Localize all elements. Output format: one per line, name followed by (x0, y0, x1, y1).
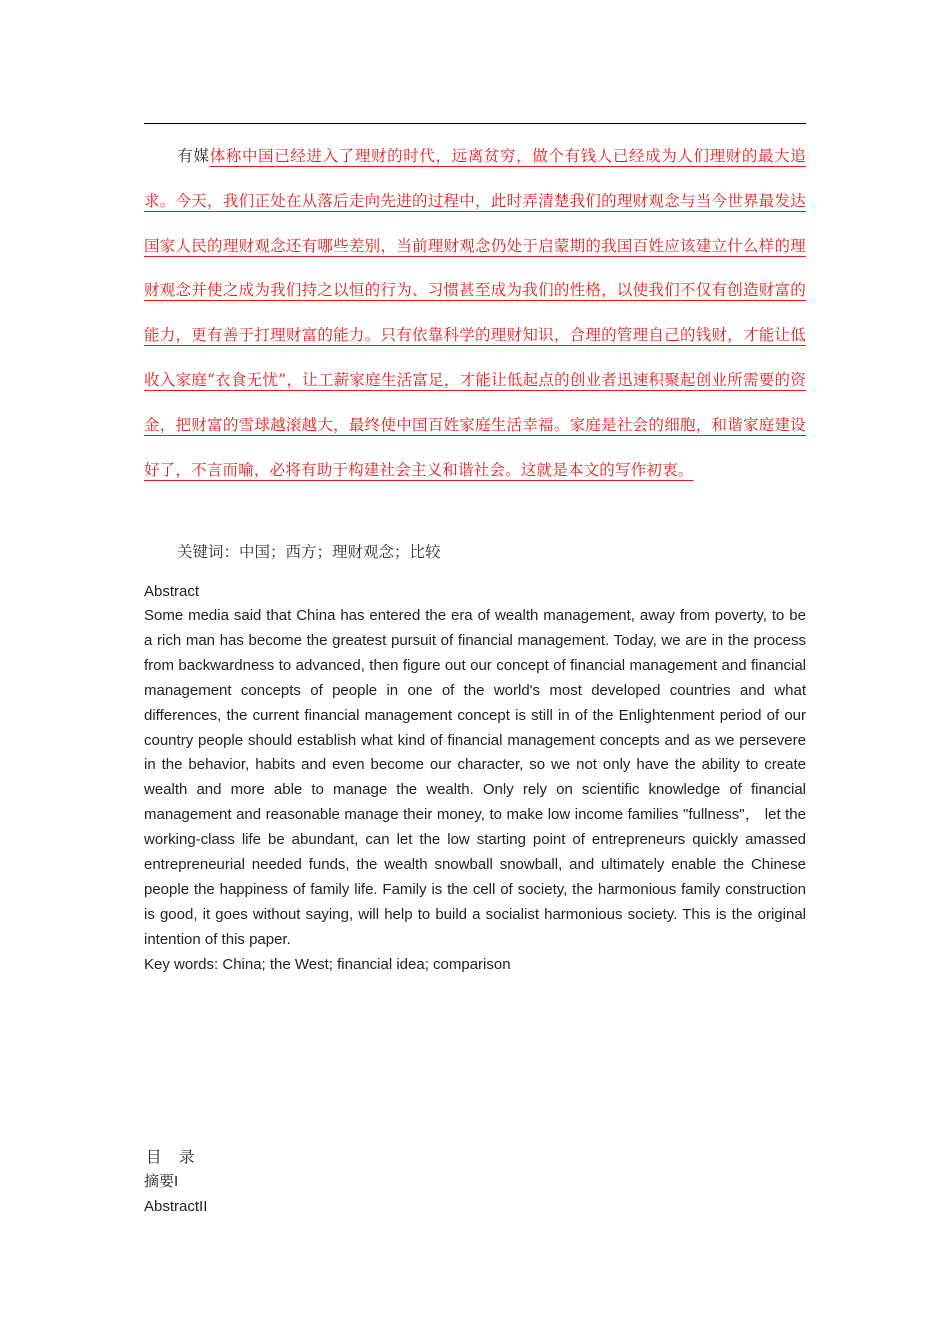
chinese-abstract-body: 体称中国已经进入了理财的时代，远离贫穷，做个有钱人已经成为人们理财的最大追求。今天，我们正处在从落后走向先进的过程中，此时弄清楚我们的理财观念与当今世界最发达国家人民的理财观念还有哪些差别，当前理财观念仍处于启蒙期的我国百姓应该建立什么样的理财观念并使之成为我们持之以恒的行为、习惯甚至成为我们的性格，以使我们不仅有创造财富的能力，更有善于打理财富的能力。只有依靠科学的理财知识，合理的管理自己的钱财，才能让低收入家庭“衣食无忧”，让工薪家庭生活富足，才能让低起点的创业者迅速积聚起创业所需要的资金，把财富的雪球越滚越大，最终使中国百姓家庭生活幸福。家庭是社会的细胞，和谐家庭建设好了，不言而喻，必将有助于构建社会主义和谐社会。这就是本文的写作初衷。 (144, 147, 806, 479)
chinese-keywords: 关键词：中国；西方；理财观念；比较 (177, 543, 441, 561)
toc-item[interactable] (144, 1169, 178, 1194)
chinese-abstract (144, 134, 806, 492)
chinese-abstract-lead: 有媒 (177, 147, 210, 165)
header-rule (144, 123, 806, 124)
toc-item-label: Abstract (144, 1198, 200, 1215)
english-keywords: Key words: China; the West; financial idea; comparison (144, 956, 511, 973)
toc-item-label: 摘要 (144, 1172, 175, 1190)
toc-item[interactable] (144, 1194, 207, 1219)
toc-item-page: I (174, 1173, 179, 1190)
english-abstract-body: Some media said that China has entered the era of wealth management, away from poverty, to be a rich man has become the greatest pursuit of financial management. Today, we are in the process from backwardness to advanced, then figure out our concept of financial management and financial management concepts of people in one of the world's most developed countries and what differences, the current financial management concept is still in of the Enlightenment period of our country people should establish what kind of financial management concepts and as we persevere in the behavior, habits and even become our character, so we not only have the ability to create wealth and more able to manage the wealth. Only rely on scientific knowledge of financial management and reasonable manage their money, to make low income families "fullness"， let the working-class life be abundant, can let the low starting point of entrepreneurs quickly amassed entrepreneurial needed funds, the wealth snowball snowball, and ultimately enable the Chinese people the happiness of family life. Family is the cell of society, the harmonious family construction is good, it goes without saying, will help to build a socialist harmonious society. This is the original intention of this paper. (144, 607, 806, 948)
english-abstract-title: Abstract (144, 583, 200, 600)
toc-title: 目 录 (146, 1148, 196, 1166)
toc-item-page: II (199, 1198, 208, 1215)
